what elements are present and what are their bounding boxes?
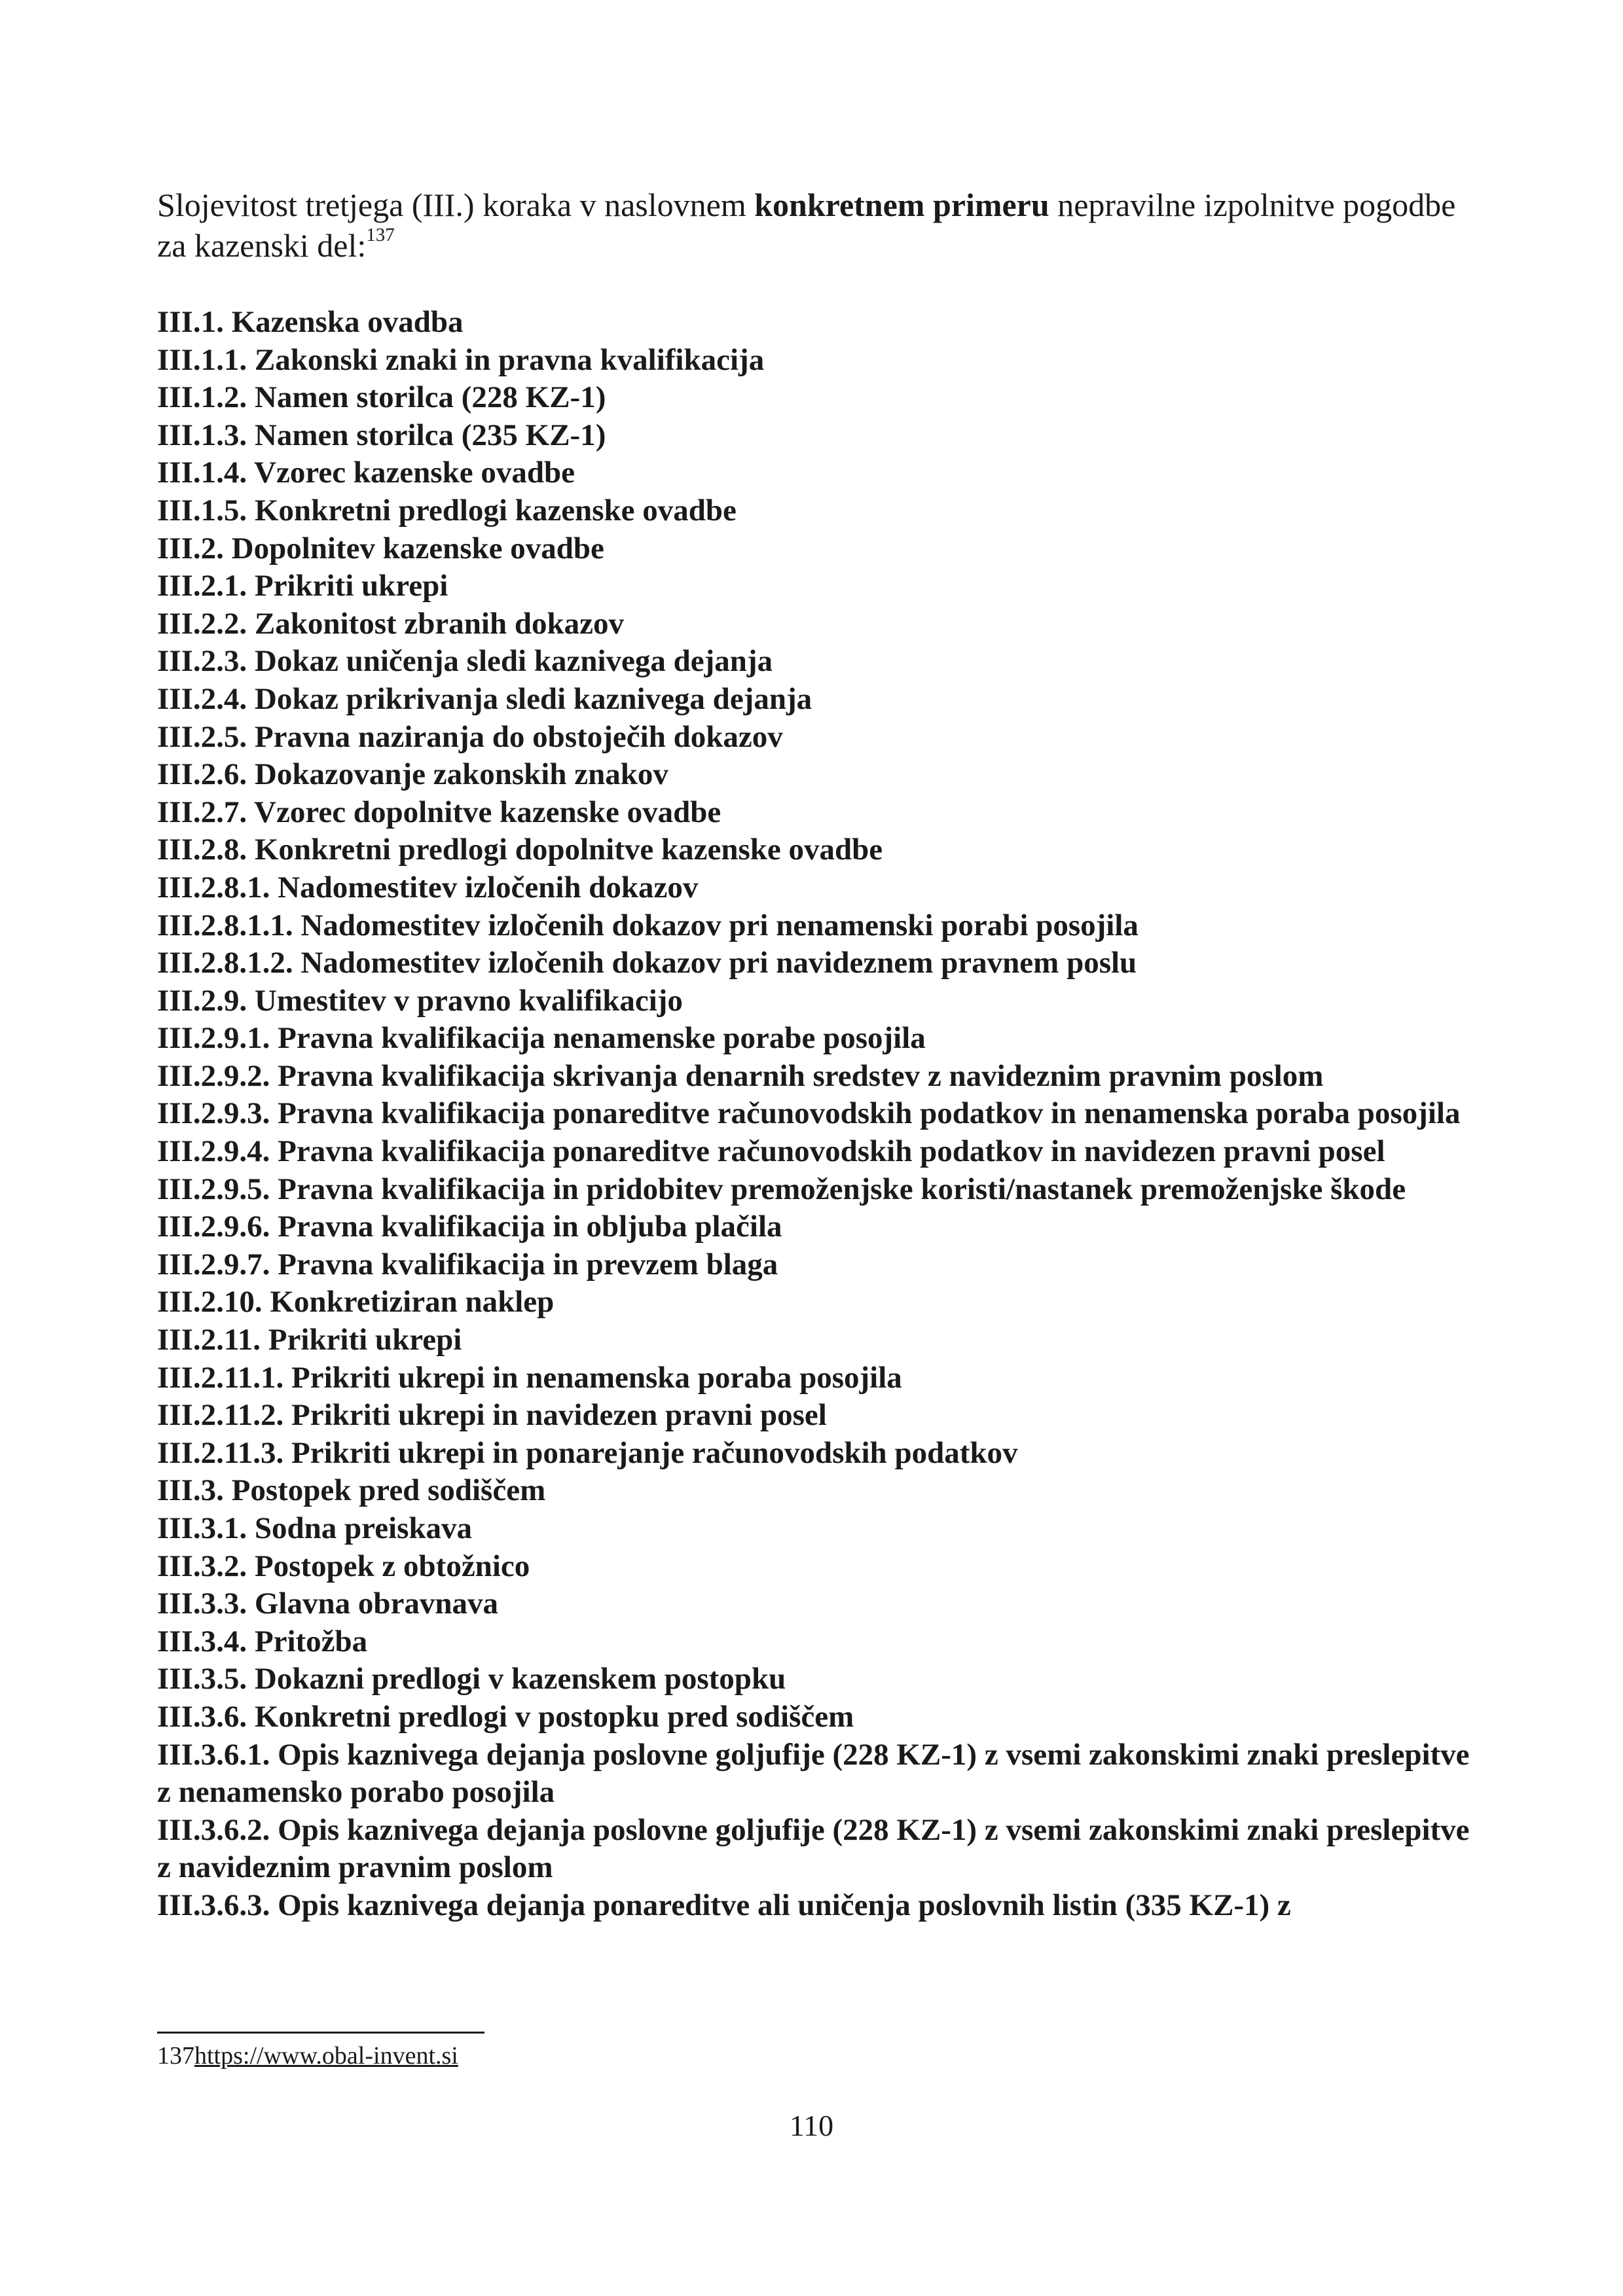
toc-entry: III.1.3. Namen storilca (235 KZ-1) bbox=[157, 418, 606, 452]
intro-bold-phrase: konkretnem primeru bbox=[754, 187, 1049, 223]
toc-entry: III.3.4. Pritožba bbox=[157, 1624, 368, 1659]
footnote-link[interactable]: https://www.obal-invent.si bbox=[194, 2042, 458, 2070]
toc-entry: III.2.11.3. Prikriti ukrepi in ponarejanje računovodskih podatkov bbox=[157, 1435, 1018, 1470]
toc-entry: III.2.3. Dokaz uničenja sledi kaznivega dejanja bbox=[157, 644, 773, 679]
toc-entry: III.2.11. Prikriti ukrepi bbox=[157, 1323, 462, 1357]
intro-text-end: nepravilne izpolnitve pogodbe za kazenski del: bbox=[157, 187, 1456, 264]
toc-entry: III.2.9.2. Pravna kvalifikacija skrivanja denarnih sredstev z navideznim pravnim poslom bbox=[157, 1058, 1324, 1093]
toc-entry: III.2.10. Konkretiziran naklep bbox=[157, 1285, 555, 1319]
toc-entry: III.2.8.1.2. Nadomestitev izločenih dokazov pri navideznem pravnem poslu bbox=[157, 946, 1137, 980]
toc-entry: III.2.9.4. Pravna kvalifikacija ponareditve računovodskih podatkov in navidezen pravni posel bbox=[157, 1134, 1385, 1169]
toc-entry: III.1. Kazenska ovadba bbox=[157, 305, 464, 339]
toc-entry: III.3. Postopek pred sodiščem bbox=[157, 1473, 546, 1508]
toc-entry: III.1.1. Zakonski znaki in pravna kvalifikacija bbox=[157, 342, 765, 377]
toc-entry: III.3.3. Glavna obravnava bbox=[157, 1587, 499, 1621]
toc-entry: III.3.5. Dokazni predlogi v kazenskem postopku bbox=[157, 1662, 786, 1696]
toc-entry: III.2.11.2. Prikriti ukrepi in navidezen pravni posel bbox=[157, 1398, 827, 1433]
toc-entry: III.1.2. Namen storilca (228 KZ-1) bbox=[157, 380, 606, 415]
toc-entry: III.2. Dopolnitev kazenske ovadbe bbox=[157, 531, 604, 565]
table-of-contents bbox=[157, 304, 1480, 1925]
toc-entry: III.2.9.6. Pravna kvalifikacija in obljuba plačila bbox=[157, 1210, 782, 1244]
toc-entry: III.2.5. Pravna naziranja do obstoječih dokazov bbox=[157, 719, 783, 754]
page-number: 110 bbox=[789, 2109, 834, 2142]
toc-entry: III.2.8. Konkretni predlogi dopolnitve kazenske ovadbe bbox=[157, 833, 883, 867]
toc-entry: III.2.6. Dokazovanje zakonskih znakov bbox=[157, 757, 668, 792]
toc-entry: III.1.5. Konkretni predlogi kazenske ovadbe bbox=[157, 493, 737, 528]
footnote-separator bbox=[157, 2032, 484, 2034]
toc-entry: III.2.9.5. Pravna kvalifikacija in pridobitev premoženjske koristi/nastanek premoženjske škode bbox=[157, 1172, 1406, 1206]
toc-entry: III.3.2. Postopek z obtožnico bbox=[157, 1549, 530, 1583]
toc-entry: III.3.6. Konkretni predlogi v postopku pred sodiščem bbox=[157, 1699, 854, 1734]
toc-entry: III.2.1. Prikriti ukrepi bbox=[157, 569, 448, 603]
toc-entry: III.2.11.1. Prikriti ukrepi in nenamenska poraba posojila bbox=[157, 1360, 902, 1395]
toc-entry: III.2.8.1. Nadomestitev izločenih dokazov bbox=[157, 870, 699, 905]
toc-entry: III.2.9.7. Pravna kvalifikacija in prevzem blaga bbox=[157, 1247, 778, 1282]
intro-paragraph bbox=[157, 185, 1480, 266]
footnote bbox=[157, 2041, 458, 2071]
toc-entry: III.2.9.1. Pravna kvalifikacija nenamenske porabe posojila bbox=[157, 1021, 926, 1056]
footnote-number: 137 bbox=[157, 2042, 194, 2070]
toc-entry: III.2.9. Umestitev v pravno kvalifikacijo bbox=[157, 983, 683, 1018]
toc-entry: III.1.4. Vzorec kazenske ovadbe bbox=[157, 456, 575, 490]
footnote-reference[interactable]: 137 bbox=[366, 224, 395, 245]
toc-entry: III.3.6.3. Opis kaznivega dejanja ponareditve ali uničenja poslovnih listin (335 KZ-1) z bbox=[157, 1888, 1291, 1922]
toc-entry: III.3.6.1. Opis kaznivega dejanja poslovne goljufije (228 KZ-1) z vsemi zakonskimi znaki preslepitve z nenamensko porabo posojila bbox=[157, 1737, 1470, 1810]
toc-entry: III.3.1. Sodna preiskava bbox=[157, 1511, 473, 1545]
toc-entry: III.2.8.1.1. Nadomestitev izločenih dokazov pri nenamenski porabi posojila bbox=[157, 908, 1139, 942]
toc-entry: III.3.6.2. Opis kaznivega dejanja poslovne goljufije (228 KZ-1) z vsemi zakonskimi znaki preslepitve z navideznim pravnim poslom bbox=[157, 1812, 1470, 1885]
toc-entry: III.2.7. Vzorec dopolnitve kazenske ovadbe bbox=[157, 795, 721, 829]
toc-entry: III.2.4. Dokaz prikrivanja sledi kaznivega dejanja bbox=[157, 681, 812, 716]
intro-text-start: Slojevitost tretjega (III.) koraka v naslovnem bbox=[157, 187, 755, 223]
toc-entry: III.2.9.3. Pravna kvalifikacija ponareditve računovodskih podatkov in nenamenska poraba posojila bbox=[157, 1096, 1461, 1131]
toc-entry: III.2.2. Zakonitost zbranih dokazov bbox=[157, 606, 624, 641]
